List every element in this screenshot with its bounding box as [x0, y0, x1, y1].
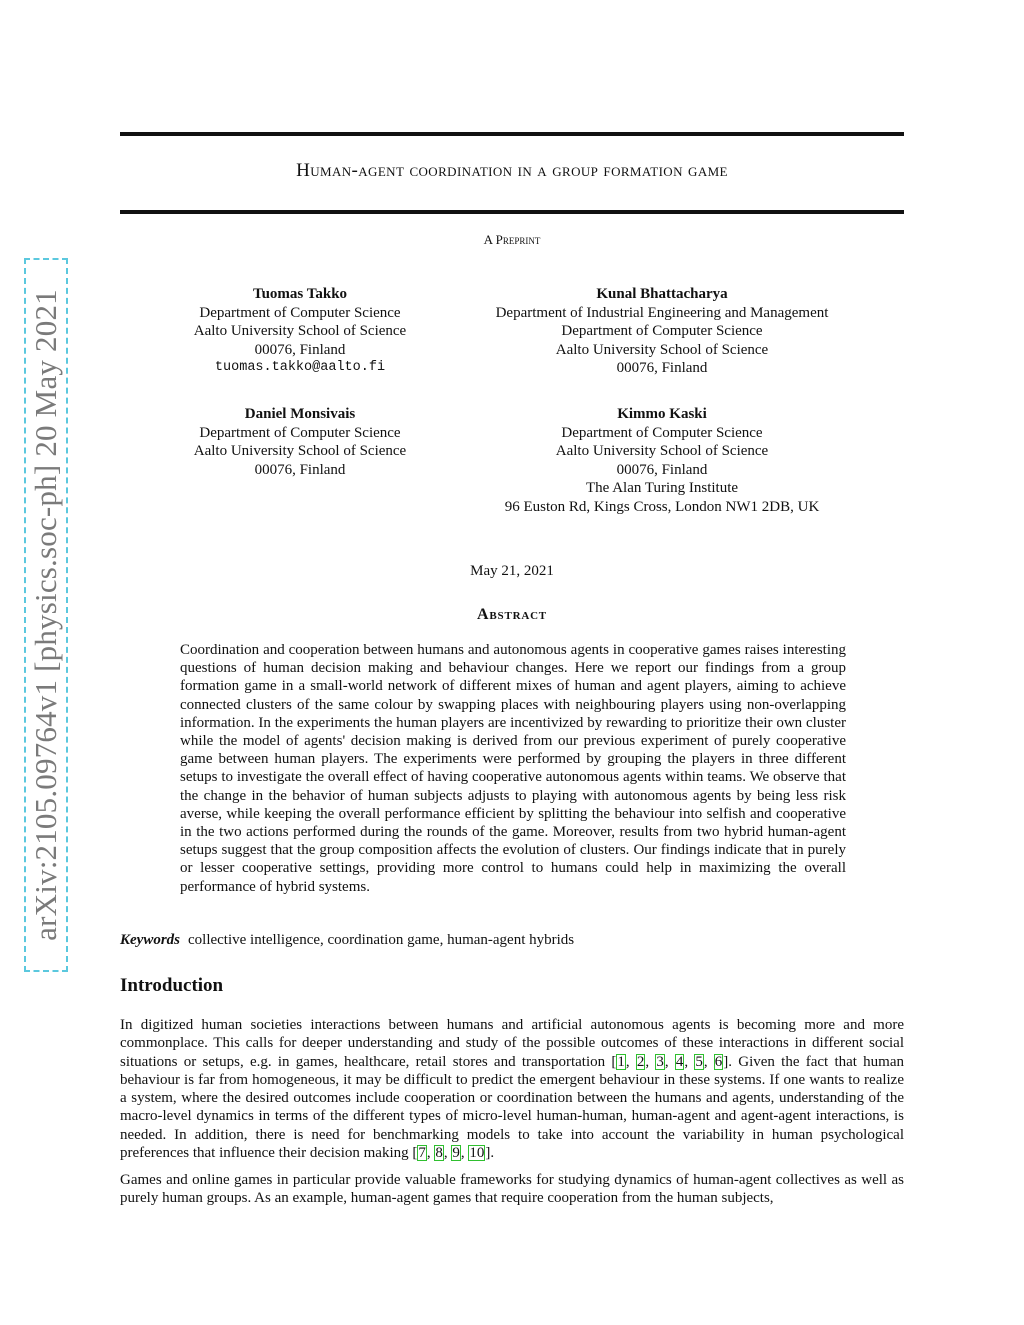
citation-link[interactable]: 4: [675, 1053, 684, 1070]
publication-date: May 21, 2021: [470, 563, 554, 579]
keywords-line: [120, 932, 904, 949]
citation-link[interactable]: 6: [714, 1053, 723, 1070]
intro-text: In digitized human societies interactions between humans and artificial autonomous agents is becoming more and more commonplace. This calls for deeper understanding and study of the possible outcomes of these interactions in different social situations or setups, e.g. in games, healthcare, retail stores and transportation [: [120, 1017, 904, 1070]
keywords-text: collective intelligence, coordination game, human-agent hybrids: [188, 932, 575, 948]
arxiv-stamp-text[interactable]: arXiv:2105.09764v1 [physics.soc-ph] 20 May 2021: [28, 289, 63, 941]
author-affiliation-line: 96 Euston Rd, Kings Cross, London NW1 2DB, UK: [504, 498, 820, 515]
author-block-kaski: [462, 405, 862, 516]
arxiv-side-stamp[interactable]: [24, 258, 68, 972]
author-affiliation-line: Department of Computer Science: [561, 424, 763, 441]
intro-paragraph-1: In digitized human societies interactions between humans and artificial autonomous agents is becoming more and more commonplace. This calls for deeper understanding and study of the possible outcomes of these interactions in different social situations or setups, e.g. in games, healthcare, retail stores and transportation [1, 2, 3, 4, 5, 6]. Given the fact that human behaviour is far from homogeneous, it may be difficult to predict the emergent behaviour in these systems. If one wants to realize a system, where the desired outcomes include cooperation or coordination between the humans and agents, understanding of the macro-level dynamics in terms of the different types of micro-level human-human, human-agent and agent-agent interactions, is needed. In addition, there is need for benchmarking models to take into account the variability in human psychological preferences that influence their decision making [7, 8, 9, 10].: [120, 1017, 904, 1162]
author-affiliation-line: Department of Computer Science: [561, 323, 763, 339]
section-heading-introduction: Introduction: [120, 975, 224, 996]
keywords-label: Keywords: [120, 932, 180, 948]
citation-link[interactable]: 2: [636, 1053, 645, 1070]
abstract-heading: Abstract: [477, 606, 547, 623]
author-name: Kunal Bhattacharya: [596, 286, 728, 302]
author-affiliation-line: 00076, Finland: [254, 341, 346, 358]
author-affiliation-line: 00076, Finland: [616, 360, 708, 376]
author-block-bhattacharya: [462, 285, 862, 378]
intro-text: ]. Given the fact that human behaviour is far from homogeneous, it may be difficult to predict the emergent behaviour in these systems. If one wants to realize a system, where the desired outcomes include cooperation or coordination between the humans and agents, understanding of the macro-level dynamics in terms of the different types of micro-level human-human, human-agent and agent-agent interactions, is needed. In addition, there is need for benchmarking models to take into account the variability in human psychological preferences that influence their decision making [: [120, 1053, 904, 1162]
citation-link[interactable]: 8: [435, 1145, 443, 1162]
author-affiliation-line: Aalto University School of Science: [555, 341, 769, 358]
citation-link[interactable]: 9: [452, 1145, 460, 1162]
citation-link[interactable]: 1: [617, 1053, 625, 1070]
intro-text: ].: [485, 1145, 495, 1162]
author-affiliation-line: Aalto University School of Science: [193, 443, 407, 459]
title-rule-top: [120, 132, 904, 136]
author-block-monsivais: [160, 405, 440, 479]
title-rule-bottom: [120, 210, 904, 214]
author-affiliation-line: Aalto University School of Science: [555, 443, 769, 459]
author-name: Daniel Monsivais: [244, 406, 356, 422]
author-affiliation-line: Department of Industrial Engineering and Management: [495, 304, 829, 321]
preprint-label: A Preprint: [483, 232, 541, 247]
author-affiliation-line: Aalto University School of Science: [193, 323, 407, 339]
author-affiliation-line: The Alan Turing Institute: [585, 480, 739, 496]
author-name: Kimmo Kaski: [617, 406, 707, 422]
author-affiliation-line: 00076, Finland: [254, 461, 346, 478]
citation-link[interactable]: 5: [695, 1053, 703, 1070]
citation-link[interactable]: 7: [418, 1145, 426, 1162]
author-email-link[interactable]: tuomas.takko@aalto.fi: [214, 360, 386, 375]
author-block-takko: [160, 285, 440, 378]
abstract-text: Coordination and cooperation between humans and autonomous agents in cooperative games raises interesting questions of human decision making and behaviour changes. Here we report our findings from a group formation game in a small-world network of different mixes of human and agent players, aiming to achieve connected clusters of the same colour by swapping places with neighbouring players using non-overlapping information. In the experiments the human players are incentivized by rewarding to prioritize their own cluster while the model of agents' decision making is derived from our previous experiment of purely cooperative game between human players. The experiments were performed by grouping the players in three different setups to investigate the overall effect of having cooperative autonomous agents within teams. We observe that the change in the behavior of human subjects adjusts to playing with autonomous agents by being less risk averse, while keeping the overall performance efficient by splitting the behaviour into selfish and cooperative in the two actions performed during the rounds of the game. Moreover, results from two hybrid human-agent setups suggest that the group composition affects the evolution of clusters. Our findings indicate that in purely or lesser cooperative settings, providing more control to humans could help in maximizing the overall performance of hybrid systems.: [180, 642, 846, 895]
author-affiliation-line: 00076, Finland: [616, 461, 708, 478]
intro-paragraph-2: Games and online games in particular provide valuable frameworks for studying dynamics of human-agent collectives as well as purely human groups. As an example, human-agent games that require cooperation from the human subjects,: [120, 1172, 904, 1207]
citation-link[interactable]: 10: [469, 1145, 485, 1162]
paper-title: Human-agent coordination in a group formation game: [296, 160, 728, 181]
author-name: Tuomas Takko: [252, 286, 348, 302]
author-affiliation-line: Department of Computer Science: [199, 304, 401, 321]
citation-link[interactable]: 3: [656, 1053, 664, 1070]
author-affiliation-line: Department of Computer Science: [199, 424, 401, 441]
